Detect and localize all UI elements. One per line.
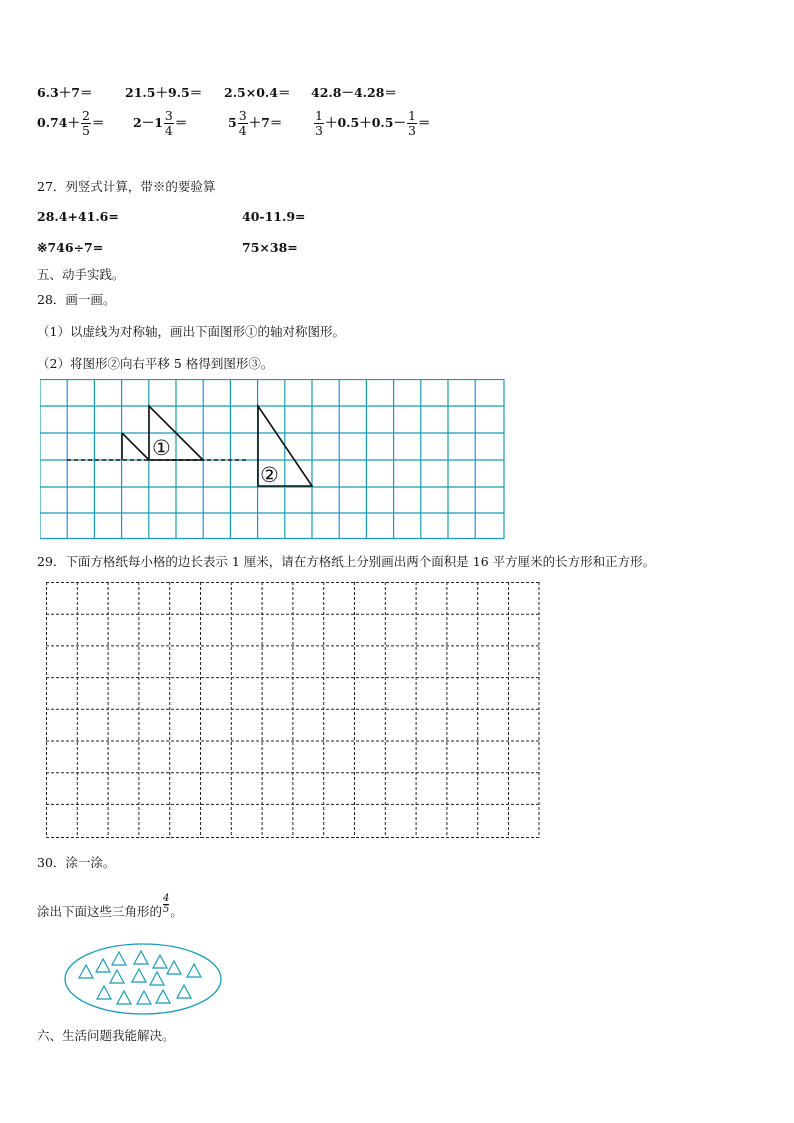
question-30-instruction: 涂出下面这些三角形的 $\frac{4}{5}$ 。 (37, 893, 183, 919)
triangle[interactable] (79, 965, 93, 978)
fraction: $\frac{3}{4}$ (238, 108, 247, 138)
triangle[interactable] (117, 991, 131, 1004)
section-6-heading: 六、生活问题我能解决。 (37, 1028, 175, 1043)
triangle[interactable] (150, 972, 164, 985)
triangle[interactable] (177, 985, 191, 998)
triangle[interactable] (132, 969, 146, 982)
triangle[interactable] (153, 955, 167, 968)
calc-1: 6.3＋7＝ (37, 85, 93, 100)
triangle[interactable] (156, 990, 170, 1003)
triangle[interactable] (112, 952, 126, 965)
triangles[interactable] (79, 951, 201, 1004)
shape-1-label: ① (152, 436, 171, 460)
calc-5: 0.74＋ $\frac{2}{5}$ ＝ (37, 108, 105, 138)
triangle[interactable] (134, 951, 148, 964)
vertical-calc-4: 75×38= (242, 240, 298, 255)
triangle-oval (64, 942, 224, 1016)
triangle[interactable] (167, 961, 181, 974)
fraction: $\frac{3}{4}$ (164, 108, 173, 138)
fraction: $\frac{2}{5}$ (81, 108, 90, 138)
calc-4: 42.8－4.28＝ (311, 85, 397, 100)
grid-29[interactable] (46, 582, 541, 840)
question-28-sub2: （2）将图形②向右平移 5 格得到图形③。 (37, 356, 274, 371)
grid-28 (40, 379, 506, 540)
triangle[interactable] (110, 970, 124, 983)
question-28-title: 28．画一画。 (37, 292, 116, 307)
calc-6: 2－1 $\frac{3}{4}$ ＝ (133, 108, 188, 138)
question-27-title: 27．列竖式计算，带※的要验算 (37, 179, 216, 194)
fraction: $\frac{1}{3}$ (315, 108, 323, 138)
triangle[interactable] (137, 991, 151, 1004)
question-30-title: 30．涂一涂。 (37, 855, 116, 870)
calc-8: $\frac{1}{3}$ ＋0.5＋0.5－ $\frac{1}{3}$ ＝ (315, 108, 431, 138)
vertical-calc-1: 28.4+41.6= (37, 209, 119, 224)
triangle[interactable] (97, 986, 111, 999)
triangle[interactable] (187, 964, 201, 977)
vertical-calc-3: ※746÷7= (37, 240, 104, 255)
calc-2: 21.5＋9.5＝ (125, 85, 203, 100)
calc-3: 2.5×0.4＝ (224, 85, 291, 100)
triangle[interactable] (96, 959, 110, 972)
question-29-title: 29．下面方格纸每小格的边长表示 1 厘米，请在方格纸上分别画出两个面积是 16 平方厘米的长方形和正方形。 (37, 554, 656, 569)
vertical-calc-2: 40-11.9= (242, 209, 306, 224)
fraction: $\frac{1}{3}$ (407, 108, 416, 138)
question-28-sub1: （1）以虚线为对称轴，画出下面图形①的轴对称图形。 (37, 324, 345, 339)
calc-7: 5 $\frac{3}{4}$ ＋7＝ (228, 108, 283, 138)
shape-2-label: ② (260, 463, 279, 487)
fraction-four-fifths: $\frac{4}{5}$ (163, 893, 170, 915)
section-5-heading: 五、动手实践。 (37, 267, 125, 282)
